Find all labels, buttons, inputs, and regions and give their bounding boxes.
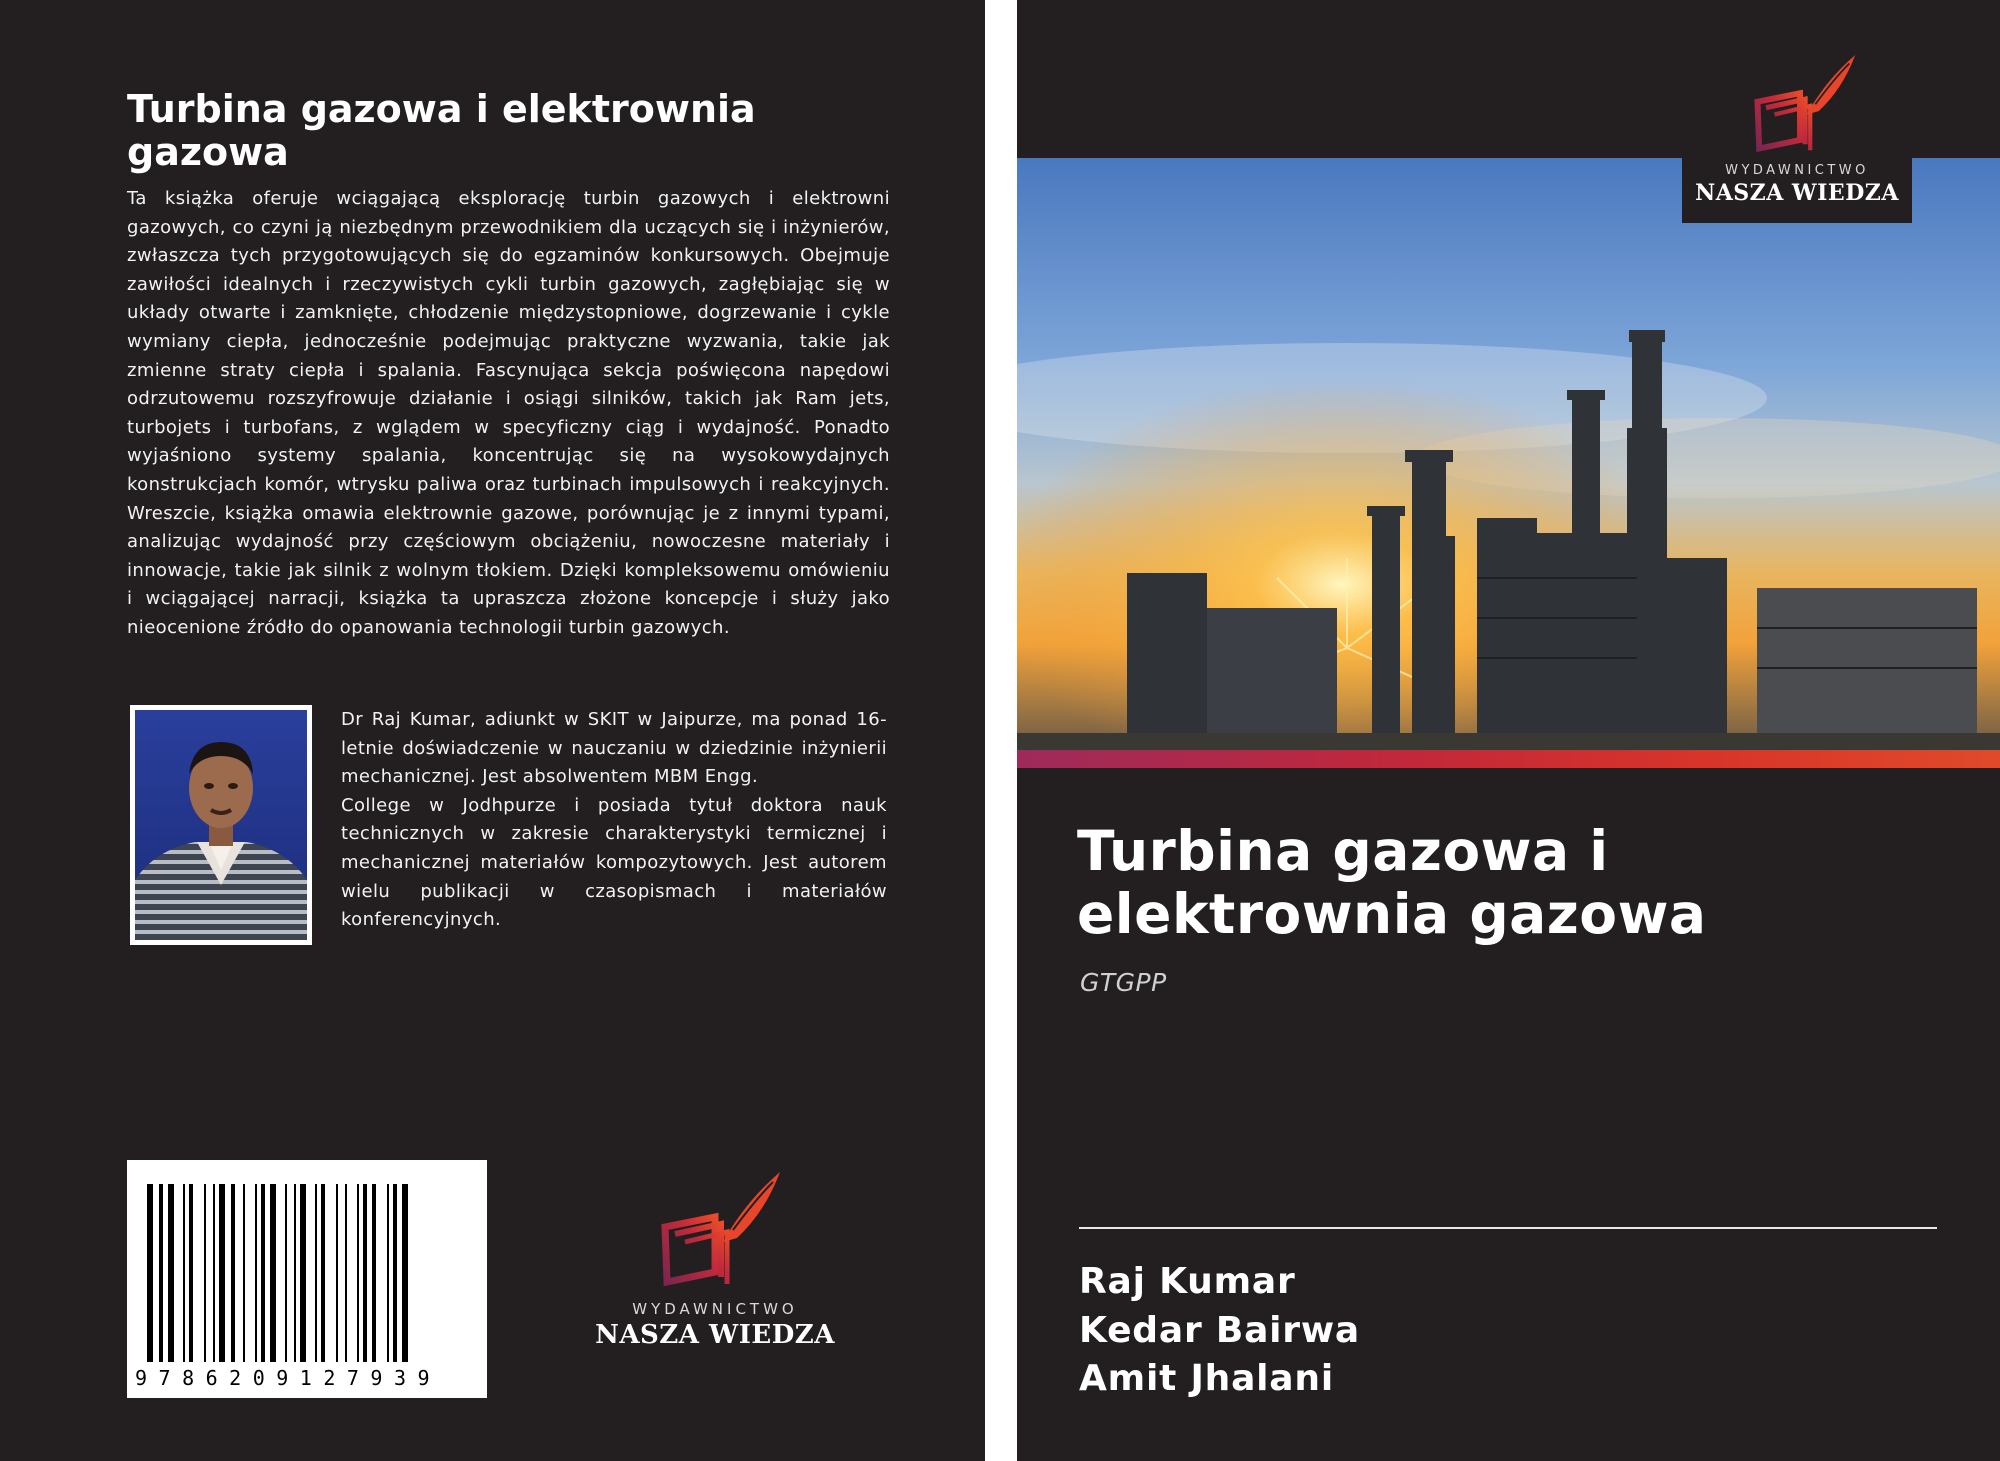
barcode-bar [183,1184,185,1362]
publisher-small-text: WYDAWNICTWO [632,1300,798,1318]
accent-stripe [1017,750,2000,768]
barcode-bar [345,1184,347,1362]
author-list [1079,1258,1360,1404]
barcode-bar [147,1184,153,1362]
front-cover [1017,0,2000,1461]
front-cover-title: Turbina gazowa i elektrownia gazowa [1077,819,1707,946]
barcode-bar [321,1184,325,1362]
barcode-bar [204,1184,206,1362]
barcode-bar [285,1184,287,1362]
front-cover-subtitle: GTGPP [1080,968,1167,997]
barcode-bar [402,1184,408,1362]
barcode-bars [127,1160,487,1398]
publisher-small-text: WYDAWNICTWO [1725,163,1869,178]
author-name: Amit Jhalani [1079,1358,1334,1399]
publisher-name: NASZA WIEDZA [595,1320,835,1350]
back-cover [0,0,985,1461]
barcode-bar [219,1184,225,1362]
author-portrait-image [135,710,307,940]
barcode-bar [159,1184,163,1362]
book-description: Ta książka oferuje wciągającą eksplorację turbin gazowych i elektrowni gazowych, co czyni ją niezbędnym przewodnikiem dla uczących się i inżynierów, zwłaszcza tych przygotowujących się do egzaminów konkursowych. Obejmuje zawiłości idealnych i rzeczywistych cykli turbin gazowych, zagłębiając się w układy otwarte i zamknięte, chłodzenie międzystopniowe, dogrzewanie i cykle wymiany ciepła, jednocześnie podejmując praktyczne wyzwania, takie jak zmienne straty ciepła i spalania. Fascynująca sekcja poświęcona napędowi odrzutowemu rozszyfrowuje działanie i osiągi silników, takich jak Ram jets, turbojets i turbofans, z wglądem w specyficzny ciąg i wydajność. Ponadto wyjaśniono systemy spalania, koncentrując się na wysokowydajnych konstrukcjach komór, wtrysku paliwa oraz turbinach impulsowych i reakcyjnych. Wreszcie, książka omawia elektrownie gazowe, porównując je z innymi typami, analizując wydajność przy częściowym obciążeniu, nowoczesne materiały i innowacje, takie jak silnik z wolnym tłokiem. Dzięki kompleksowemu omówieniu i wciągającej narracji, książka ta upraszcza złożone koncepcje i służy jako nieocenione źródło do opanowania technologii turbin gazowych. [127,188,890,638]
barcode-bar [243,1184,245,1362]
book-quill-icon [645,1172,785,1292]
book-quill-icon [1740,55,1860,157]
barcode-bar [294,1184,296,1362]
publisher-name: NASZA WIEDZA [1695,180,1899,206]
divider-line [1079,1227,1937,1229]
isbn-digits: 9786209127939 [135,1366,442,1390]
barcode-bar [315,1184,317,1362]
author-name: Kedar Bairwa [1079,1309,1361,1351]
barcode-bar [255,1184,257,1362]
barcode-bar [393,1184,397,1362]
author-bio [341,706,887,935]
barcode-bar [363,1184,367,1362]
back-publisher-logo [590,1172,840,1362]
barcode-bar [270,1184,276,1362]
barcode-bar [213,1184,215,1362]
barcode-bar [372,1184,376,1362]
back-cover-title: Turbina gazowa i elektrownia gazowa [127,87,756,174]
isbn-barcode [127,1160,487,1398]
barcode-bar [261,1184,265,1362]
power-plant-photo [1017,158,2000,750]
author-name: Raj Kumar [1079,1261,1296,1302]
barcode-bar [168,1184,174,1362]
barcode-bar [300,1184,306,1362]
barcode-bar [387,1184,389,1362]
power-plant-sunset-image [1017,158,2000,750]
author-photo [130,705,312,945]
cover-gap [985,0,1017,1461]
barcode-bar [189,1184,193,1362]
author-bio-paragraph-1: Dr Raj Kumar, adiunkt w SKIT w Jaipurze, ma ponad 16-letnie doświadczenie w nauczaniu w dziedzinie inżynierii mechanicznej. Jest absolwentem MBM Engg. [341,709,887,788]
front-publisher-logo [1682,55,1912,223]
barcode-bar [357,1184,359,1362]
author-bio-paragraph-2: College w Jodhpurze i posiada tytuł doktora nauk technicznych w zakresie charakterystyki termicznej i mechanicznej materiałów kompozytowych. Jest autorem wielu publikacji w czasopismach i materiałów konferencyjnych. [341,794,887,931]
barcode-bar [336,1184,338,1362]
barcode-bar [231,1184,235,1362]
